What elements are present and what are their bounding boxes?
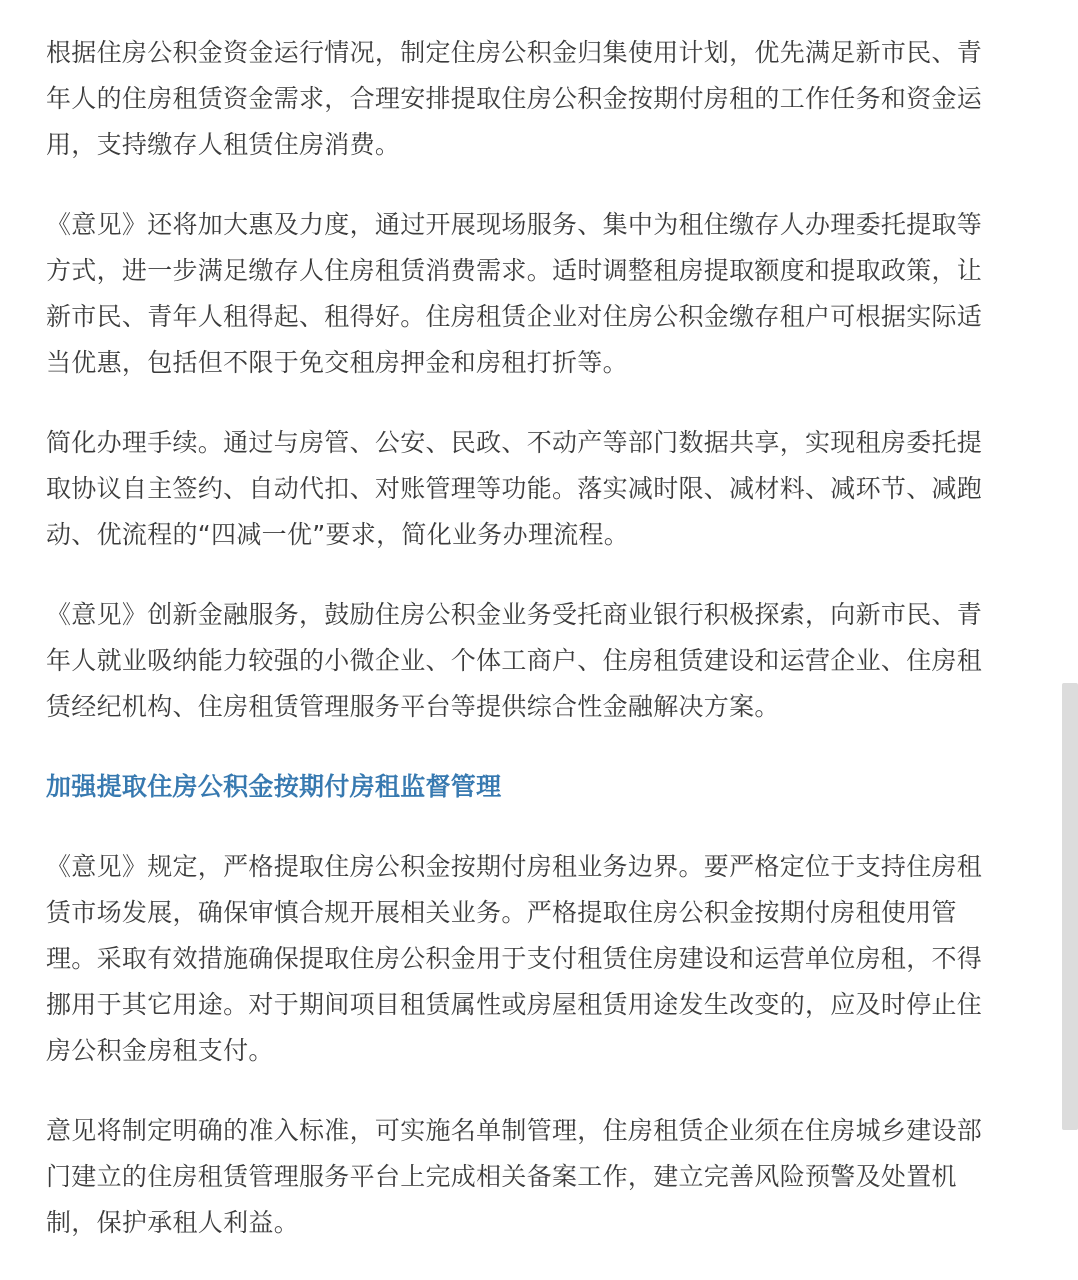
article-body bbox=[46, 30, 1036, 1246]
scrollbar-thumb[interactable] bbox=[1062, 683, 1078, 1130]
paragraph-rent-plan: 根据住房公积金资金运行情况，制定住房公积金归集使用计划，优先满足新市民、青 年人的住房租赁资金需求，合理安排提取住房公积金按期付房租的工作任务和资金运 用，支持缴存人租赁住房消费。 bbox=[46, 38, 983, 159]
paragraph-simplify: 简化办理手续。通过与房管、公安、民政、不动产等部门数据共享，实现租房委托提 取协议自主签约、自动代扣、对账管理等功能。落实减时限、减材料、减环节、减跑 动、优流程的“四减一优”要求，简化业务办理流程。 bbox=[46, 428, 983, 549]
paragraph-finance: 《意见》创新金融服务，鼓励住房公积金业务受托商业银行积极探索，向新市民、青 年人就业吸纳能力较强的小微企业、个体工商户、住房租赁建设和运营企业、住房租 赁经纪机构、住房租赁管理服务平台等提供综合性金融解决方案。 bbox=[46, 600, 983, 721]
section-heading: 加强提取住房公积金按期付房租监督管理 bbox=[46, 772, 502, 801]
paragraph-regulation: 《意见》规定，严格提取住房公积金按期付房租业务边界。要严格定位于支持住房租 赁市场发展，确保审慎合规开展相关业务。严格提取住房公积金按期付房租使用管 理。采取有效措施确保提取住房公积金用于支付租赁住房建设和运营单位房租，不得 挪用于其它用途。对于期间项目租赁属性或房屋租赁用途发生改变的，应及时停止住 房公积金房租支付。 bbox=[46, 852, 983, 1065]
paragraph-benefits: 《意见》还将加大惠及力度，通过开展现场服务、集中为租住缴存人办理委托提取等 方式，进一步满足缴存人住房租赁消费需求。适时调整租房提取额度和提取政策，让 新市民、青年人租得起、租得好。住房租赁企业对住房公积金缴存租户可根据实际适 当优惠，包括但不限于免交租房押金和房租打折等。 bbox=[46, 210, 983, 377]
paragraph-standards: 意见将制定明确的准入标准，可实施名单制管理，住房租赁企业须在住房城乡建设部 门建立的住房租赁管理服务平台上完成相关备案工作，建立完善风险预警及处置机 制，保护承租人利益。 bbox=[46, 1116, 983, 1237]
vertical-scrollbar[interactable] bbox=[1060, 0, 1078, 1280]
